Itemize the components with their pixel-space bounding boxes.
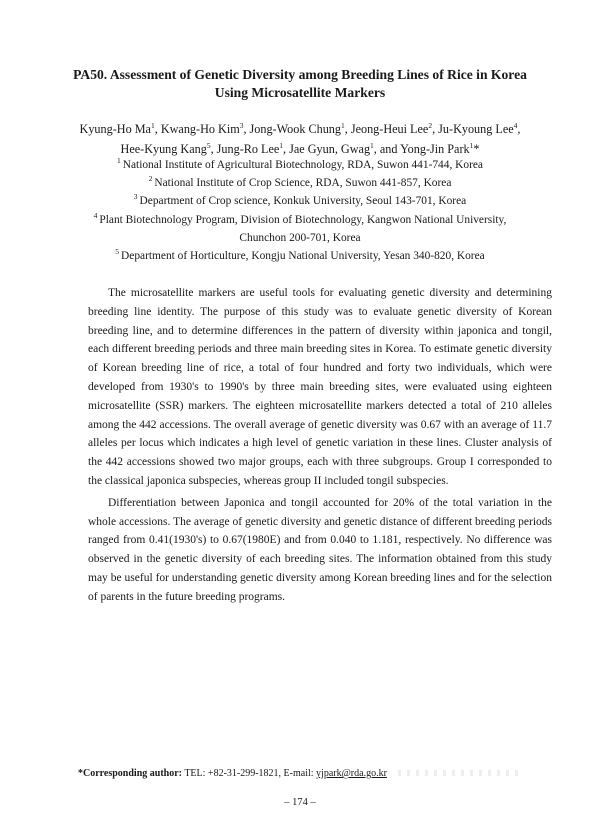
author-name: Jung-Ro Lee xyxy=(216,142,280,156)
affiliation-marker: 1 xyxy=(117,156,121,165)
title-line-1: PA50. Assessment of Genetic Diversity among Breeding Lines of Rice in Korea xyxy=(73,67,527,82)
affiliation-text: National Institute of Crop Science, RDA, Suwon 441-857, Korea xyxy=(154,177,452,190)
author-separator: , xyxy=(517,122,521,136)
scan-artifact xyxy=(398,770,518,776)
author-line-1 xyxy=(40,119,560,139)
author-name: Kyung-Ho Ma xyxy=(79,122,151,136)
affiliation xyxy=(40,156,560,174)
footnote-label: *Corresponding author: xyxy=(78,768,182,779)
author-list xyxy=(40,119,560,159)
affiliation-text: Chunchon 200-701, Korea xyxy=(239,231,361,244)
author-separator: , xyxy=(432,122,439,136)
author-separator: , xyxy=(154,122,161,136)
author-separator: , xyxy=(344,122,351,136)
author-affiliation-marker: 1 xyxy=(370,141,374,150)
author-affiliation-marker: 2 xyxy=(428,121,433,130)
author-affiliation-marker: 4 xyxy=(513,121,518,130)
affiliation xyxy=(40,174,560,192)
paper-title xyxy=(60,66,540,102)
author-separator: , xyxy=(243,122,250,136)
author-name: Hee-Kyung Kang xyxy=(120,142,207,156)
affiliation-marker: 4 xyxy=(93,210,98,220)
affiliation-text: National Institute of Agricultural Biotechnology, RDA, Suwon 441-744, Korea xyxy=(122,159,483,171)
author-affiliation-marker: 1 xyxy=(150,121,155,130)
author-separator: , xyxy=(210,142,217,156)
page-number: – 174 – xyxy=(284,797,316,808)
author-affiliation-marker: 5 xyxy=(206,141,211,150)
abstract-paragraph-1: The microsatellite markers are useful tools for evaluating genetic diversity and determining breeding line identity. The purpose of this study was to evaluate genetic diversity of Korean breeding line, and to determine differences in the pattern of diversity within japonica and tongil, each different breeding periods and three main breeding sites in Korea. To estimate genetic diversity of Korean breeding line of rice, a total of four hundred and forty two individuals, which were developed from 1930's to 1990's by three main breeding sites, were evaluated using eighteen microsatellite (SSR) markers. The eighteen microsatellite markers detected a total of 210 alleles among the 442 accessions. The overall average of genetic diversity was 0.67 with an average of 11.7 alleles per locus which indicates a high level of genetic variation in these lines. Cluster analysis of the 442 accessions showed two major groups, each with three subgroups. Group I corresponded to the classical japonica subspecies, whereas group II included tongil subspecies. xyxy=(88,287,552,487)
author-name: Jae Gyun, Gwag xyxy=(289,142,371,156)
affiliation-text: Department of Horticulture, Kongju National University, Yesan 340-820, Korea xyxy=(121,250,485,263)
footnote-email-link[interactable]: yjpark@rda.go.kr xyxy=(316,768,387,779)
corresponding-author-footnote xyxy=(78,767,387,781)
affiliation-marker: 3 xyxy=(133,192,138,202)
author-affiliation-marker: 1 xyxy=(279,141,284,150)
affiliation-text: Department of Crop science, Konkuk University, Seoul 143-701, Korea xyxy=(139,195,467,208)
abstract xyxy=(88,284,552,607)
affiliation xyxy=(40,211,560,229)
author-name: Jeong-Heui Lee xyxy=(350,122,429,136)
author-name: Kwang-Ho Kim xyxy=(160,122,240,136)
author-affiliation-marker: 1 xyxy=(340,121,345,130)
author-separator: , xyxy=(283,142,290,156)
title-line-2: Using Microsatellite Markers xyxy=(214,85,386,100)
affiliation xyxy=(40,192,560,210)
author-name: Ju-Kyoung Lee xyxy=(438,122,514,136)
affiliation-list xyxy=(40,156,560,265)
affiliation xyxy=(40,229,560,247)
affiliation-text: Plant Biotechnology Program, Division of Biotechnology, Kangwon National University, xyxy=(99,213,507,226)
abstract-paragraph-2: Differentiation between Japonica and tongil accounted for 20% of the total variation in the whole accessions. The average of genetic diversity and genetic distance of different breeding periods ranged from 0.41(1930's) to 0.67(1980E) and from 0.040 to 1.181, respectively. No difference was observed in the genetic diversity of each breeding sites. The information obtained from this study may be useful for understanding genetic diversity among Korean breeding lines and for the selection of parents in the future breeding programs. xyxy=(88,496,552,603)
author-name: Jong-Wook Chung xyxy=(249,122,341,136)
footnote-contact: TEL: +82-31-299-1821, E-mail: xyxy=(182,768,317,779)
affiliation-marker: 2 xyxy=(148,174,153,184)
author-affiliation-marker: 3 xyxy=(239,121,244,130)
affiliation-marker: 5 xyxy=(115,247,120,257)
author-name: Yong-Jin Park xyxy=(400,142,470,156)
author-affiliation-marker: 1 xyxy=(469,141,474,150)
author-separator: , and xyxy=(373,142,401,156)
affiliation xyxy=(40,247,560,265)
author-separator: * xyxy=(473,142,480,156)
